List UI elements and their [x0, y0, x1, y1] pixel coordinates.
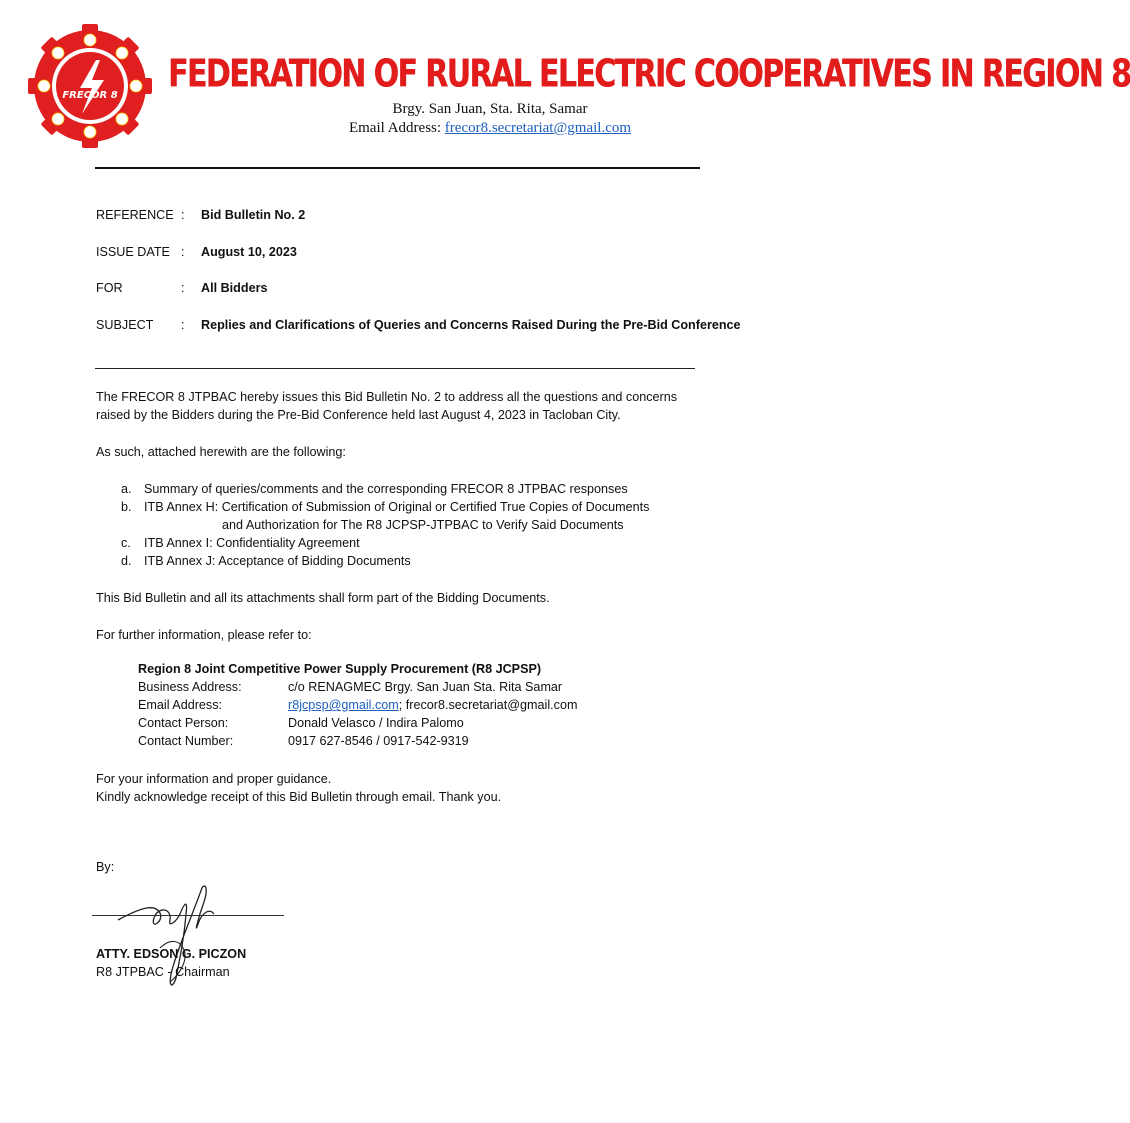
letterhead-email-line: [300, 119, 680, 138]
organization-name: FEDERATION OF RURAL ELECTRIC COOPERATIVES IN REGION 8: [168, 52, 1130, 97]
list-marker: d.: [121, 554, 132, 568]
field-value: Bid Bulletin No. 2: [201, 208, 306, 222]
email-value: [288, 698, 577, 712]
contact-person-label: Contact Person:: [138, 716, 229, 730]
list-marker: a.: [121, 482, 132, 496]
contact-title: Region 8 Joint Competitive Power Supply Procurement (R8 JCPSP): [138, 662, 542, 676]
email-rest: ; frecor8.secretariat@gmail.com: [398, 698, 578, 712]
contact-person-value: Donald Velasco / Indira Palomo: [288, 716, 464, 730]
field-value: Replies and Clarifications of Queries and Concerns Raised During the Pre-Bid Conference: [201, 318, 741, 332]
by-label: By:: [96, 860, 115, 874]
letterhead-address-block: [300, 100, 680, 138]
handwritten-signature: [110, 878, 240, 998]
refer-to-paragraph: For further information, please refer to:: [96, 628, 312, 642]
letterhead-address: Brgy. San Juan, Sta. Rita, Samar: [392, 101, 588, 117]
closing-paragraph: [96, 770, 706, 806]
fields-divider: [95, 368, 695, 369]
attachment-item-continuation: and Authorization for The R8 JCPSP-JTPBAC to Verify Said Documents: [222, 518, 624, 532]
intro-line: raised by the Bidders during the Pre-Bid Conference held last August 4, 2023 in Tacloban City.: [96, 408, 621, 422]
field-colon: :: [181, 245, 185, 259]
field-value: All Bidders: [201, 281, 268, 295]
list-marker: b.: [121, 500, 132, 514]
frecor8-logo: [26, 22, 154, 150]
list-marker: c.: [121, 536, 131, 550]
attachments-intro: As such, attached herewith are the following:: [96, 445, 346, 459]
email-link[interactable]: r8jcpsp@gmail.com: [288, 698, 399, 712]
closing-line: Kindly acknowledge receipt of this Bid Bulletin through email. Thank you.: [96, 790, 502, 804]
business-address-value: c/o RENAGMEC Brgy. San Juan Sta. Rita Samar: [288, 680, 563, 694]
signatory-position: R8 JTPBAC - Chairman: [96, 965, 230, 979]
field-value: August 10, 2023: [201, 245, 297, 259]
list-text: Summary of queries/comments and the corresponding FRECOR 8 JTPBAC responses: [144, 482, 628, 496]
field-label: SUBJECT: [96, 318, 154, 332]
field-label: REFERENCE: [96, 208, 174, 222]
contact-number-label: Contact Number:: [138, 734, 234, 748]
email-label: Email Address:: [138, 698, 222, 712]
contact-number-value: 0917 627-8546 / 0917-542-9319: [288, 734, 469, 748]
list-text: ITB Annex H: Certification of Submission of Original or Certified True Copies of Documents: [144, 500, 650, 514]
part-of-paragraph: This Bid Bulletin and all its attachments shall form part of the Bidding Documents.: [96, 591, 550, 605]
business-address-label: Business Address:: [138, 680, 242, 694]
signatory-name: ATTY. EDSON G. PICZON: [96, 947, 247, 961]
field-label: FOR: [96, 281, 123, 295]
field-label: ISSUE DATE: [96, 245, 170, 259]
intro-paragraph: [96, 388, 706, 424]
intro-line: The FRECOR 8 JTPBAC hereby issues this Bid Bulletin No. 2 to address all the questions and concerns: [96, 390, 677, 404]
field-colon: :: [181, 208, 185, 222]
svg-text:FRECOR 8: FRECOR 8: [62, 90, 118, 101]
list-text: ITB Annex J: Acceptance of Bidding Documents: [144, 554, 411, 568]
letterhead-email-label: Email Address:: [348, 120, 442, 136]
field-colon: :: [181, 281, 185, 295]
header-divider: [95, 167, 700, 169]
letterhead-email-link[interactable]: frecor8.secretariat@gmail.com: [444, 120, 632, 136]
field-colon: :: [181, 318, 185, 332]
closing-line: For your information and proper guidance.: [96, 772, 332, 786]
list-text: ITB Annex I: Confidentiality Agreement: [144, 536, 360, 550]
